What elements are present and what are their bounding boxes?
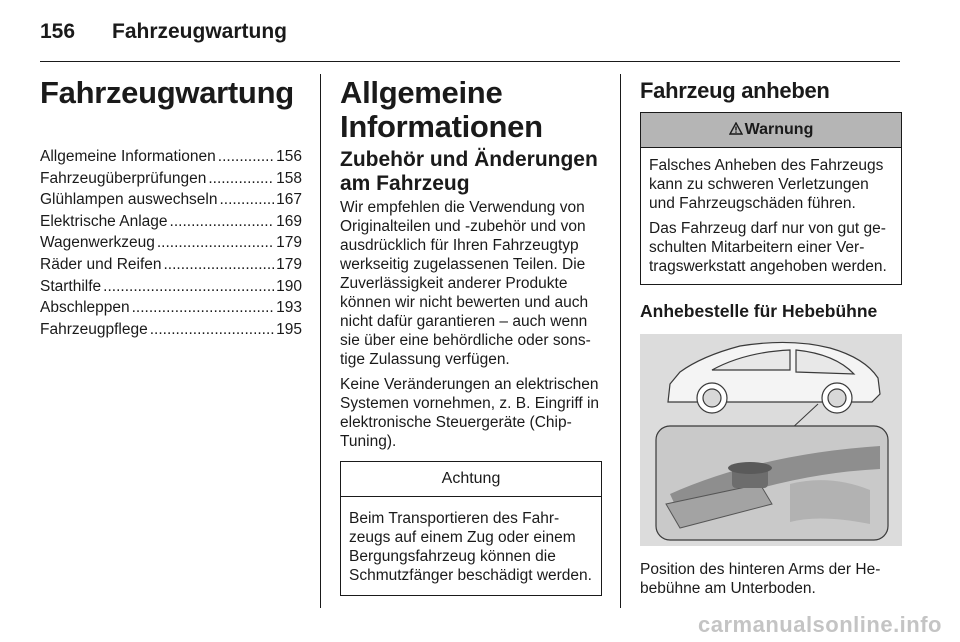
toc-entry[interactable]	[40, 297, 302, 319]
toc-entry-page: 156	[276, 148, 302, 165]
toc-leader-dots	[208, 168, 274, 190]
subsection-title-line: Zubehör und Änderungen	[340, 148, 598, 171]
subsection-title-line: am Fahrzeug	[340, 172, 470, 195]
toc-entry-page: 193	[276, 299, 302, 317]
column-general-info	[340, 76, 602, 596]
paragraph: Wir empfehlen die Verwendung von Originalteilen und -zubehör und von ausdrücklich für Ihren Fahrzeugtyp werkseitig zugelassenen Teilen. Die Zuverlässigkeit anderer Produkte können wir nicht bewerten und auch nicht dafür garantieren – auch wenn sie über eine behördliche oder sonstige Zulassung verfügen.	[340, 199, 591, 368]
toc-entry-label: Starthilfe	[40, 277, 102, 295]
toc-entry[interactable]	[40, 146, 302, 168]
subsection-title	[340, 148, 602, 196]
column-divider	[320, 74, 321, 608]
toc-entry-label: Abschleppen	[40, 299, 130, 317]
toc-entry-page: 179	[276, 255, 302, 273]
toc-entry-label: Allgemeine Informationen	[40, 148, 216, 165]
toc-leader-dots	[218, 146, 274, 168]
toc-entry[interactable]	[40, 189, 302, 211]
lift-point-illustration	[640, 334, 902, 546]
notice-title: Achtung	[341, 462, 601, 497]
toc-entry-label: Fahrzeugüberprüfungen	[40, 169, 207, 187]
toc-entry[interactable]	[40, 232, 302, 254]
warning-header	[641, 113, 901, 148]
toc-leader-dots	[103, 276, 274, 298]
column-divider	[620, 74, 621, 608]
toc-entry-page: 158	[276, 169, 302, 187]
toc-entry[interactable]	[40, 319, 302, 341]
toc-entry-page: 169	[276, 212, 302, 230]
toc-entry[interactable]	[40, 254, 302, 276]
car-icon	[668, 342, 880, 413]
toc-entry-label: Glühlampen auswechseln	[40, 191, 218, 209]
toc-leader-dots	[132, 297, 275, 319]
toc-entry-page: 190	[276, 277, 302, 295]
toc-leader-dots	[150, 319, 274, 341]
section-title-line: Informationen	[340, 109, 543, 144]
column-lifting	[640, 76, 902, 598]
notice-box	[340, 461, 602, 596]
lift-point-figure	[640, 334, 902, 546]
watermark: carmanualsonline.info	[698, 612, 942, 637]
toc-entry-label: Wagenwerkzeug	[40, 234, 155, 252]
section-title-line: Allgemeine	[340, 75, 503, 110]
header-rule	[40, 61, 900, 62]
chapter-title: Fahrzeugwartung	[40, 75, 294, 110]
toc-leader-dots	[170, 211, 275, 233]
toc-entry[interactable]	[40, 168, 302, 190]
figure-heading: Anhebestelle für Hebebühne	[640, 301, 878, 321]
warning-text: Das Fahrzeug darf nur von gut geschulten Mitarbeitern einer Vertragswerkstatt angehoben werden.	[649, 220, 887, 275]
toc-entry-page: 195	[276, 320, 302, 338]
warning-body	[641, 148, 901, 284]
notice-text: Beim Transportieren des Fahrzeugs auf einem Zug oder einem Bergungsfahrzeug können die Schmutzfänger beschädigt werden.	[349, 510, 592, 584]
toc-entry-page: 179	[276, 234, 302, 252]
warning-title: Warnung	[744, 121, 814, 138]
paragraph: Keine Veränderungen an elektrischen Systemen vornehmen, z. B. Eingriff in elektronische Steuergeräte (Chip-Tuning).	[340, 376, 600, 450]
toc-entry-label: Elektrische Anlage	[40, 212, 168, 230]
toc-entry-label: Fahrzeugpflege	[40, 320, 148, 338]
page-number: 156	[40, 20, 76, 43]
running-header: Fahrzeugwartung	[112, 20, 288, 43]
toc-leader-dots	[157, 232, 274, 254]
toc-leader-dots	[220, 189, 275, 211]
warning-text: Falsches Anheben des Fahrzeugs kann zu schweren Verletzungen und Fahrzeugschäden führen.	[649, 157, 884, 212]
toc-leader-dots	[164, 254, 275, 276]
toc-entry-label: Räder und Reifen	[40, 255, 162, 273]
warning-triangle-icon	[729, 122, 743, 135]
figure-caption: Position des hinteren Arms der Hebebühne am Unterboden.	[640, 561, 881, 597]
table-of-contents	[40, 146, 302, 340]
toc-entry-page: 167	[276, 191, 302, 209]
toc-entry[interactable]	[40, 211, 302, 233]
section-title: Fahrzeug anheben	[640, 78, 830, 103]
warning-box	[640, 112, 902, 285]
toc-entry[interactable]	[40, 276, 302, 298]
section-title	[340, 76, 602, 144]
column-contents	[40, 76, 302, 340]
